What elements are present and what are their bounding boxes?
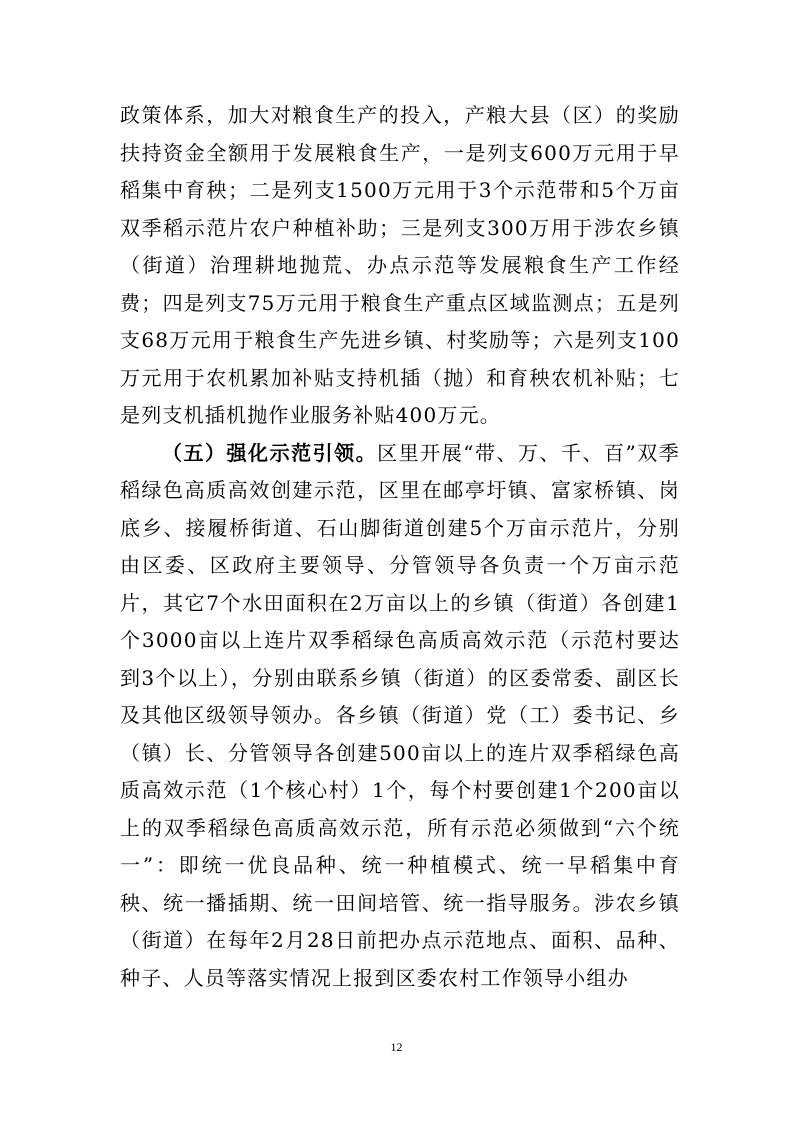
paragraph-demonstration [120,435,680,998]
body-text [120,97,680,997]
paragraph-demonstration-text: 区里开展“带、万、千、百”双季稻绿色高质高效创建示范，区里在邮亭圩镇、富家桥镇、岗底乡、接履桥街道、石山脚街道创建5个万亩示范片，分别由区委、区政府主要领导、分管领导各负责一个万亩示范片，其它7个水田面积在2万亩以上的乡镇（街道）各创建1个3000亩以上连片双季稻绿色高质高效示范（示范村要达到3个以上），分别由联系乡镇（街道）的区委常委、副区长及其他区级领导领办。各乡镇（街道）党（工）委书记、乡（镇）长、分管领导各创建500亩以上的连片双季稻绿色高质高效示范（1个核心村）1个，每个村要创建1个200亩以上的双季稻绿色高质高效示范，所有示范必须做到“六个统一”：即统一优良品种、统一种植模式、统一早稻集中育秧、统一播插期、统一田间培管、统一指导服务。涉农乡镇（街道）在每年2月28日前把办点示范地点、面积、品种、种子、人员等落实情况上报到区委农村工作领导小组办 [120,440,681,990]
page-number: 12 [390,1040,403,1054]
section-heading: （五）强化示范引领。 [162,440,378,465]
paragraph-funding [120,97,680,435]
paragraph-funding-text: 政策体系，加大对粮食生产的投入，产粮大县（区）的奖励扶持资金全额用于发展粮食生产，一是列支600万元用于早稻集中育秧；二是列支1500万元用于3个示范带和5个万亩双季稻示范片农户种植补助；三是列支300万用于涉农乡镇（街道）治理耕地抛荒、办点示范等发展粮食生产工作经费；四是列支75万元用于粮食生产重点区域监测点；五是列支68万元用于粮食生产先进乡镇、村奖励等；六是列支100万元用于农机累加补贴支持机插（抛）和育秧农机补贴；七是列支机插机抛作业服务补贴400万元。 [120,103,680,427]
